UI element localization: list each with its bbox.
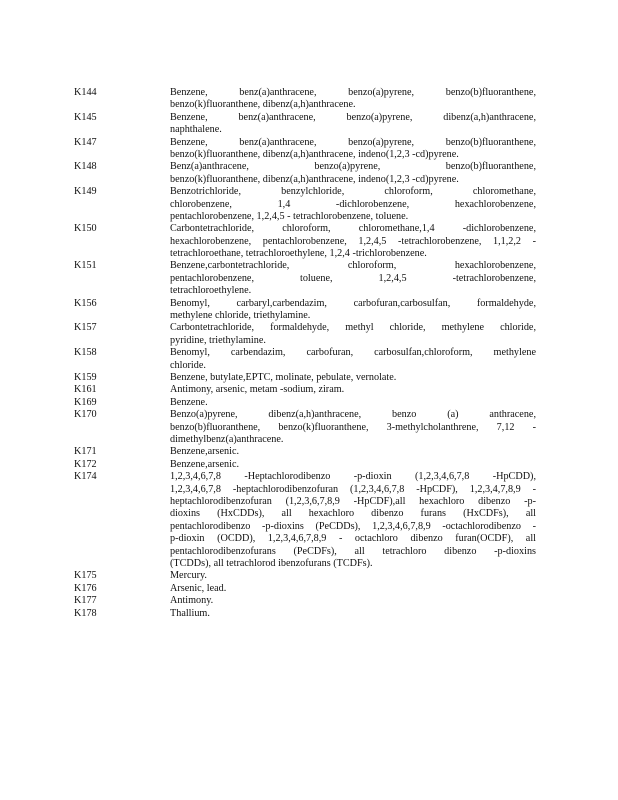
constituents-description — [170, 161, 536, 186]
waste-code: K176 — [74, 582, 97, 594]
constituents-description — [170, 608, 536, 620]
table-row — [74, 471, 544, 570]
waste-code: K158 — [74, 347, 97, 359]
constituents-description — [170, 446, 536, 458]
description-line: tetrachloroethane, tetrachloroethylene, 1,2,4 -trichlorobenzene. — [170, 248, 427, 260]
constituents-description — [170, 570, 536, 582]
waste-code: K177 — [74, 595, 97, 607]
waste-code: K171 — [74, 446, 97, 458]
waste-code: K175 — [74, 570, 97, 582]
waste-code: K159 — [74, 371, 97, 383]
description-line: dioxins (HxCDDs), all hexachloro dibenzo furans (HxCDFs), all — [170, 508, 536, 520]
table-row — [74, 223, 544, 260]
description-line: p-dioxin (OCDD), 1,2,3,4,6,7,8,9 - octachloro dibenzo furan(OCDF), all — [170, 533, 536, 545]
waste-code: K174 — [74, 471, 97, 483]
description-line: Carbontetrachloride, chloroform, chloromethane,1,4 -dichlorobenzene, — [170, 223, 536, 235]
description-line: Benzene, butylate,EPTC, molinate, pebulate, vernolate. — [170, 371, 397, 383]
description-line: heptachlorodibenzofuran (1,2,3,6,7,8,9 -HpCDF),all hexachloro dibenzo -p- — [170, 495, 536, 507]
description-line: Benzene, benz(a)anthracene, benzo(a)pyrene, dibenz(a,h)anthracene, — [170, 111, 536, 123]
description-line: Benzotrichloride, benzylchloride, chloroform, chloromethane, — [170, 186, 536, 198]
waste-code: K172 — [74, 458, 97, 470]
waste-code: K148 — [74, 161, 97, 173]
description-line: Mercury. — [170, 570, 207, 582]
constituents-description — [170, 87, 536, 112]
description-line: tetrachloroethylene. — [170, 285, 252, 297]
description-line: benzo(k)fluoranthene, dibenz(a,h)anthracene. — [170, 99, 356, 111]
table-row — [74, 384, 544, 396]
constituents-description — [170, 260, 536, 297]
table-row — [74, 583, 544, 595]
waste-code: K151 — [74, 260, 97, 272]
table-row — [74, 372, 544, 384]
description-line: pentachlorobenzene, toluene, 1,2,4,5 -tetrachlorobenzene, — [170, 272, 536, 284]
waste-code: K149 — [74, 186, 97, 198]
description-line: Benzene,arsenic. — [170, 458, 240, 470]
description-line: benzo(k)fluoranthene, dibenz(a,h)anthracene, indeno(1,2,3 -cd)pyrene. — [170, 148, 459, 160]
description-line: naphthalene. — [170, 124, 222, 136]
constituents-description — [170, 137, 536, 162]
waste-code: K178 — [74, 607, 97, 619]
table-row — [74, 570, 544, 582]
description-line: Antimony, arsenic, metam -sodium, ziram. — [170, 384, 345, 396]
constituents-description — [170, 409, 536, 446]
table-row — [74, 322, 544, 347]
description-line: Thallium. — [170, 607, 210, 619]
waste-code: K157 — [74, 322, 97, 334]
waste-code: K144 — [74, 87, 97, 98]
waste-code: K169 — [74, 396, 97, 408]
table-row — [74, 347, 544, 372]
waste-code: K147 — [74, 136, 97, 148]
constituents-description — [170, 298, 536, 323]
description-line: dimethylbenz(a)anthracene. — [170, 433, 284, 445]
waste-code: K156 — [74, 297, 97, 309]
constituents-description — [170, 595, 536, 607]
table-row — [74, 608, 544, 620]
constituents-description — [170, 223, 536, 260]
constituents-description — [170, 347, 536, 372]
description-line: hexachlorobenzene, pentachlorobenzene, 1,2,4,5 -tetrachlorobenzene, 1,1,2,2 - — [170, 235, 536, 247]
constituents-description — [170, 384, 536, 396]
constituents-description — [170, 397, 536, 409]
description-line: Benzene, benz(a)anthracene, benzo(a)pyrene, benzo(b)fluoranthene, — [170, 136, 536, 148]
constituents-description — [170, 459, 536, 471]
description-line: Arsenic, lead. — [170, 582, 227, 594]
description-line: pentachlorodibenzo -p-dioxins (PeCDDs), 1,2,3,4,6,7,8,9 -octachlorodibenzo - — [170, 520, 536, 532]
constituents-description — [170, 112, 536, 137]
waste-code: K145 — [74, 111, 97, 123]
table-row — [74, 112, 544, 137]
table-row — [74, 260, 544, 297]
table-row — [74, 595, 544, 607]
constituents-description — [170, 583, 536, 595]
description-line: Benzene,carbontetrachloride, chloroform, hexachlorobenzene, — [170, 260, 536, 272]
constituents-description — [170, 372, 536, 384]
table-row — [74, 397, 544, 409]
description-line: pentachlorodibenzofurans (PeCDFs), all tetrachloro dibenzo -p-dioxins — [170, 545, 536, 557]
description-line: (TCDDs), all tetrachlorod ibenzofurans (TCDFs). — [170, 557, 373, 569]
hazardous-constituents-table — [74, 87, 544, 620]
table-row — [74, 409, 544, 446]
description-line: Benzene. — [170, 396, 208, 408]
table-row — [74, 161, 544, 186]
constituents-description — [170, 322, 536, 347]
description-line: Benomyl, carbaryl,carbendazim, carbofuran,carbosulfan, formaldehyde, — [170, 297, 536, 309]
table-row — [74, 186, 544, 223]
description-line: 1,2,3,4,6,7,8 -Heptachlorodibenzo -p-dioxin (1,2,3,4,6,7,8 -HpCDD), — [170, 471, 536, 483]
description-line: Antimony. — [170, 595, 214, 607]
description-line: Benomyl, carbendazim, carbofuran, carbosulfan,chloroform, methylene — [170, 347, 536, 359]
description-line: Carbontetrachloride, formaldehyde, methyl chloride, methylene chloride, — [170, 322, 536, 334]
description-line: chloride. — [170, 359, 206, 371]
description-line: pentachlorobenzene, 1,2,4,5 - tetrachlorobenzene, toluene. — [170, 210, 409, 222]
description-line: pyridine, triethylamine. — [170, 334, 266, 346]
constituents-description — [170, 186, 536, 223]
waste-code: K161 — [74, 384, 97, 396]
description-line: benzo(b)fluoranthene, benzo(k)fluoranthene, 3-methylcholanthrene, 7,12 - — [170, 421, 536, 433]
table-row — [74, 459, 544, 471]
description-line: 1,2,3,4,6,7,8 -heptachlorodibenzofuran (1,2,3,4,6,7,8 -HpCDF), 1,2,3,4,7,8,9 - — [170, 483, 536, 495]
description-line: Benz(a)anthracene, benzo(a)pyrene, benzo(b)fluoranthene, — [170, 161, 536, 173]
table-row — [74, 446, 544, 458]
description-line: benzo(k)fluoranthene, dibenz(a,h)anthracene, indeno(1,2,3 -cd)pyrene. — [170, 173, 459, 185]
table-row — [74, 137, 544, 162]
description-line: chlorobenzene, 1,4 -dichlorobenzene, hexachlorobenzene, — [170, 198, 536, 210]
table-row — [74, 87, 544, 112]
description-line: Benzo(a)pyrene, dibenz(a,h)anthracene, benzo (a) anthracene, — [170, 409, 536, 421]
description-line: Benzene,arsenic. — [170, 446, 240, 458]
description-line: methylene chloride, triethylamine. — [170, 310, 311, 322]
description-line: Benzene, benz(a)anthracene, benzo(a)pyrene, benzo(b)fluoranthene, — [170, 87, 536, 98]
constituents-description — [170, 471, 536, 570]
waste-code: K170 — [74, 409, 97, 421]
waste-code: K150 — [74, 223, 97, 235]
table-row — [74, 298, 544, 323]
